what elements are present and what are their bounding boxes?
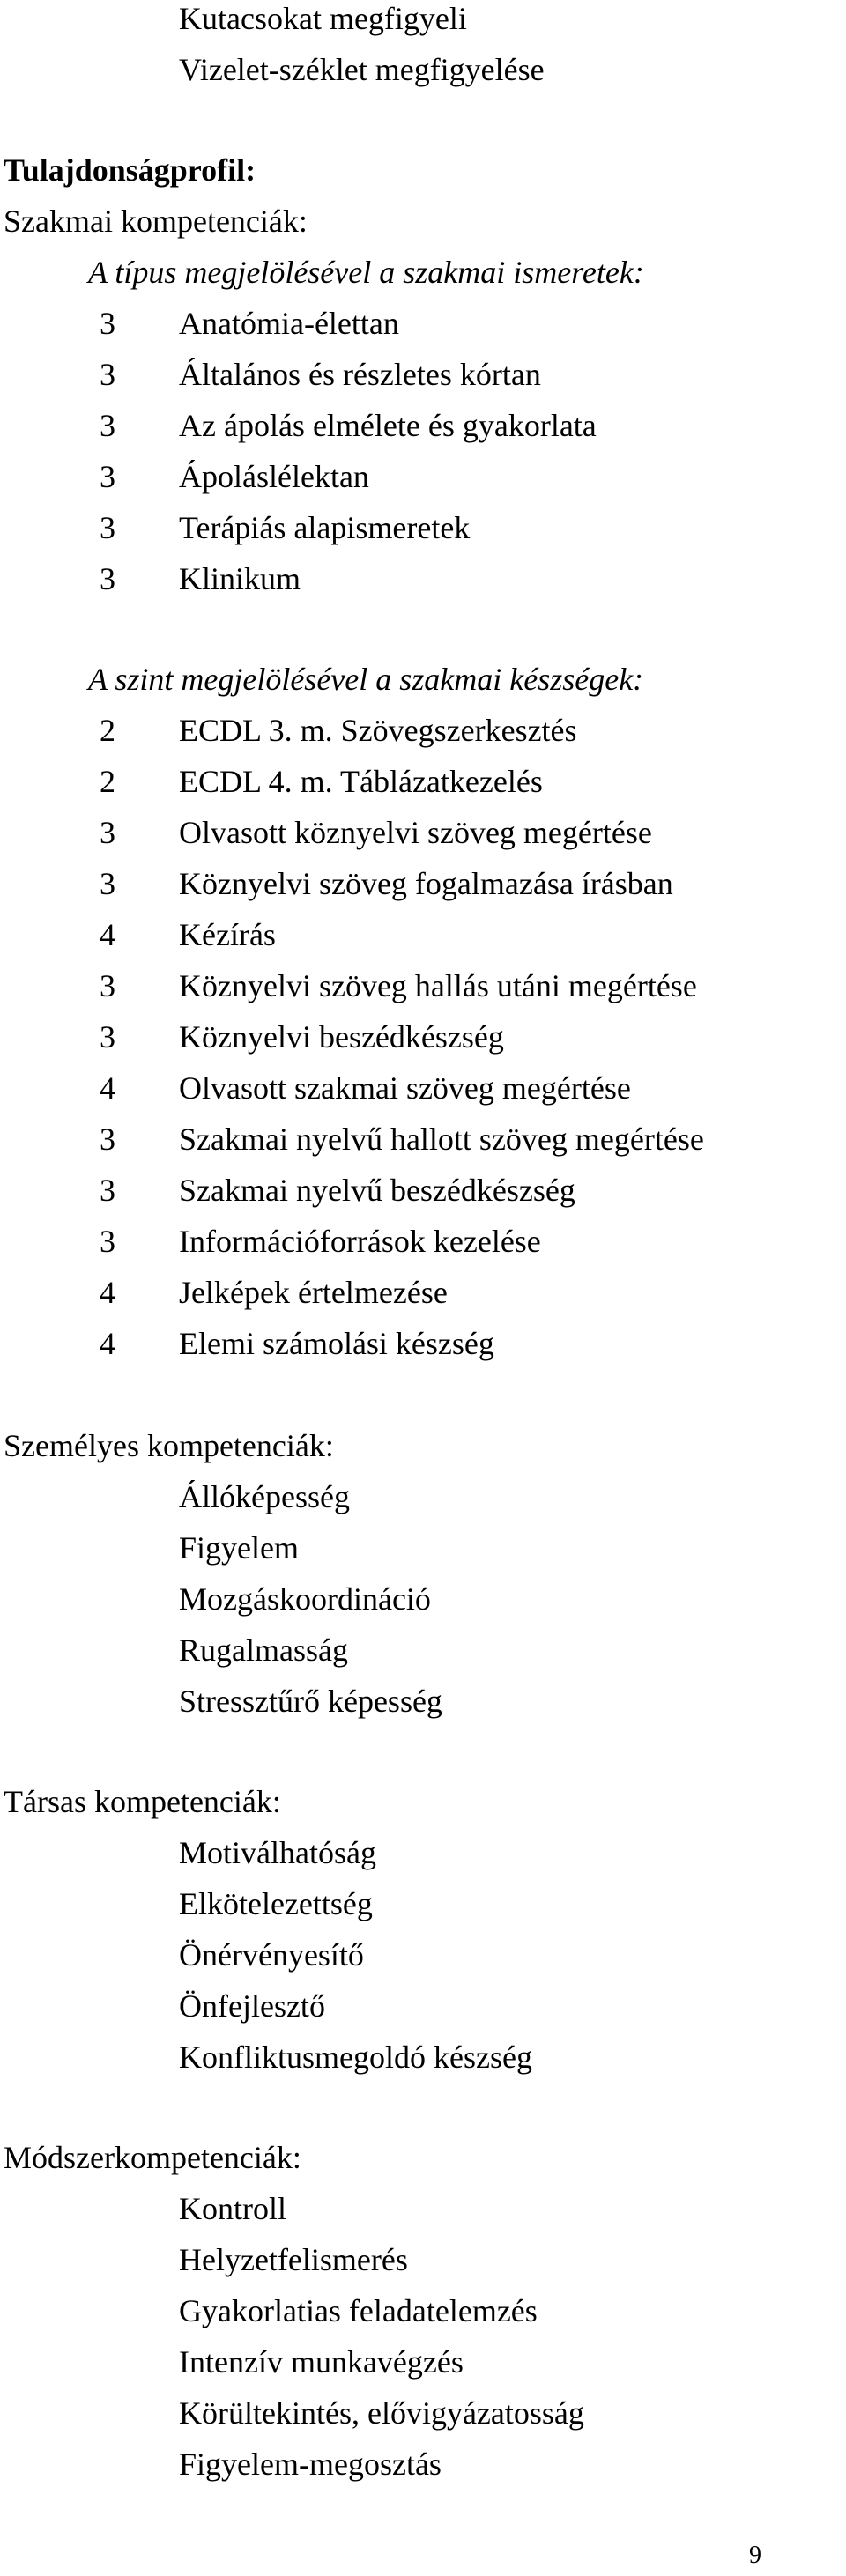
- social-item: Elkötelezettség: [179, 1886, 373, 1921]
- skill-label: Köznyelvi beszédkészség: [179, 1019, 504, 1055]
- skill-label: Kézírás: [179, 917, 276, 952]
- skill-level: 2: [100, 764, 115, 799]
- knowledge-level: 3: [100, 459, 115, 494]
- method-item: Figyelem-megosztás: [179, 2446, 442, 2482]
- skill-level: 4: [100, 1275, 115, 1310]
- skill-level: 4: [100, 1070, 115, 1106]
- social-item: Önérvényesítő: [179, 1937, 364, 1973]
- skill-level: 3: [100, 866, 115, 901]
- social-item: Motiválhatóság: [179, 1835, 376, 1870]
- knowledge-label: Terápiás alapismeretek: [179, 510, 471, 545]
- skill-level: 3: [100, 968, 115, 1003]
- page-number: 9: [749, 2542, 761, 2569]
- professional-title: Szakmai kompetenciák:: [4, 204, 308, 239]
- knowledge-level: 3: [100, 510, 115, 545]
- skill-label: Köznyelvi szöveg fogalmazása írásban: [179, 866, 673, 901]
- skill-level: 3: [100, 1224, 115, 1259]
- skills-title: A szint megjelölésével a szakmai készségek:: [88, 662, 644, 697]
- knowledge-title: A típus megjelölésével a szakmai ismeretek:: [88, 255, 644, 290]
- personal-item: Rugalmasság: [179, 1632, 348, 1668]
- skill-label: Jelképek értelmezése: [179, 1275, 448, 1310]
- top-item: Kutacsokat megfigyeli: [179, 1, 467, 36]
- skill-level: 3: [100, 1173, 115, 1208]
- method-item: Körültekintés, elővigyázatosság: [179, 2395, 584, 2431]
- skill-level: 4: [100, 1326, 115, 1361]
- skill-level: 3: [100, 1019, 115, 1055]
- method-item: Intenzív munkavégzés: [179, 2344, 464, 2380]
- skill-label: ECDL 3. m. Szövegszerkesztés: [179, 713, 577, 748]
- social-title: Társas kompetenciák:: [4, 1784, 281, 1819]
- profile-title: Tulajdonságprofil:: [4, 152, 256, 188]
- knowledge-label: Ápoláslélektan: [179, 459, 369, 494]
- knowledge-label: Általános és részletes kórtan: [179, 357, 541, 392]
- skill-label: Elemi számolási készség: [179, 1326, 494, 1361]
- method-title: Módszerkompetenciák:: [4, 2140, 301, 2175]
- skill-label: Információforrások kezelése: [179, 1224, 541, 1259]
- skill-label: Olvasott köznyelvi szöveg megértése: [179, 815, 652, 850]
- knowledge-level: 3: [100, 561, 115, 596]
- personal-item: Mozgáskoordináció: [179, 1581, 431, 1617]
- personal-title: Személyes kompetenciák:: [4, 1428, 334, 1463]
- skill-label: Olvasott szakmai szöveg megértése: [179, 1070, 631, 1106]
- knowledge-level: 3: [100, 306, 115, 341]
- method-item: Helyzetfelismerés: [179, 2242, 408, 2277]
- skill-label: Szakmai nyelvű hallott szöveg megértése: [179, 1121, 704, 1157]
- method-item: Kontroll: [179, 2191, 286, 2226]
- top-item: Vizelet-széklet megfigyelése: [179, 52, 545, 87]
- personal-item: Figyelem: [179, 1530, 299, 1566]
- skill-label: ECDL 4. m. Táblázatkezelés: [179, 764, 543, 799]
- skill-level: 3: [100, 815, 115, 850]
- skill-level: 2: [100, 713, 115, 748]
- knowledge-label: Anatómia-élettan: [179, 306, 399, 341]
- knowledge-level: 3: [100, 408, 115, 443]
- personal-item: Állóképesség: [179, 1479, 350, 1514]
- knowledge-label: Klinikum: [179, 561, 301, 596]
- skill-level: 3: [100, 1121, 115, 1157]
- skill-label: Köznyelvi szöveg hallás utáni megértése: [179, 968, 697, 1003]
- knowledge-label: Az ápolás elmélete és gyakorlata: [179, 408, 597, 443]
- social-item: Önfejlesztő: [179, 1988, 325, 2024]
- method-item: Gyakorlatias feladatelemzés: [179, 2293, 538, 2328]
- skill-level: 4: [100, 917, 115, 952]
- social-item: Konfliktusmegoldó készség: [179, 2039, 532, 2075]
- personal-item: Stressztűrő képesség: [179, 1684, 442, 1719]
- skill-label: Szakmai nyelvű beszédkészség: [179, 1173, 575, 1208]
- knowledge-level: 3: [100, 357, 115, 392]
